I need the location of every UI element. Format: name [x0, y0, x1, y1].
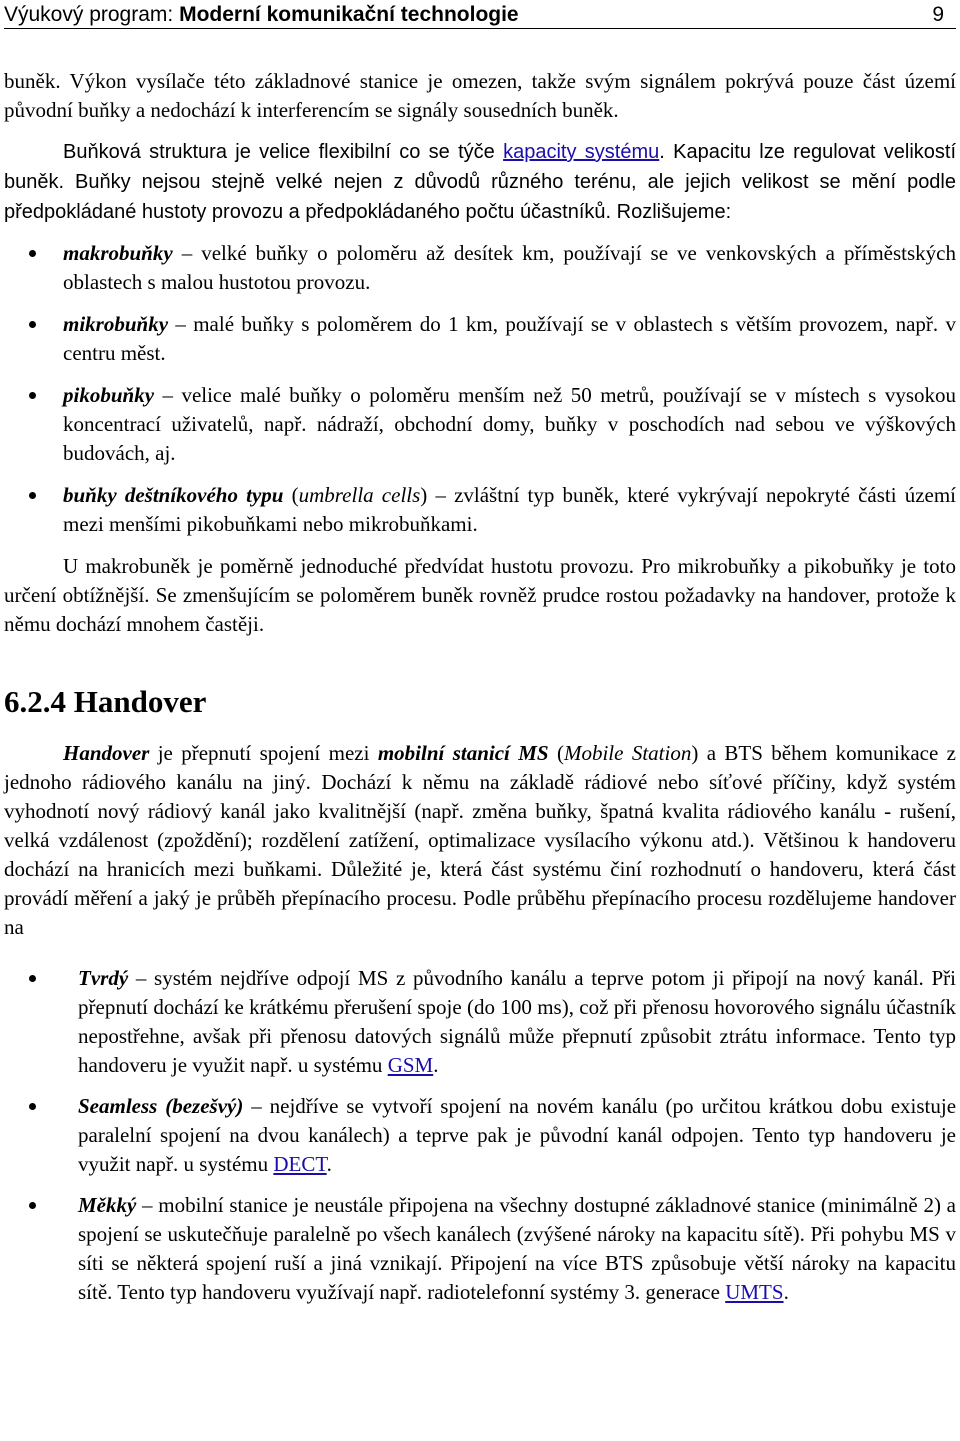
- list-item: makrobuňky – velké buňky o poloměru až desítek km, používají se ve venkovských a příměstských oblastech s malou hustotou provozu.: [4, 239, 956, 297]
- list-item: Tvrdý – systém nejdříve odpojí MS z původního kanálu a teprve potom ji připojí na nový kanál. Při přepnutí dochází ke krátkému přerušení spoje (do 100 ms), což při přenosu hovorového signálu účastník nepostřehne, avšak při přenosu datových signálů může přepnutí způsobit ztrátu informace. Tento typ handoveru je využit např. u systému GSM.: [4, 964, 956, 1080]
- summary-paragraph: U makrobuněk je poměrně jednoduché předvídat hustotu provozu. Pro mikrobuňky a pikobuňky je toto určení obtížnější. Se zmenšujícím se poloměrem buněk rovněž prudce rostou požadavky na handover, protože k němu dochází mnohem častěji.: [4, 554, 956, 636]
- list-item: pikobuňky – velice malé buňky o poloměru menším než 50 metrů, používají se v místech s vysokou koncentrací uživatelů, např. nádraží, obchodní domy, buňky v poschodích nad sebou ve výškových budovách, aj.: [4, 381, 956, 468]
- bullet-icon: [29, 1103, 36, 1110]
- list-item: Měkký – mobilní stanice je neustále připojena na všechny dostupné základnové stanice (minimálně 2) a spojení se uskutečňuje paralelně po všech kanálech (zvýšené nároky na kapacitu sítě). Při pohybu MS v síti se některá spojení ruší a jiná vznikají. Připojení na více BTS způsobuje větší nároky na kapacitu sítě. Tento typ handoveru využívají např. radiotelefonní systémy 3. generace UMTS.: [4, 1191, 956, 1307]
- umts-link[interactable]: UMTS: [725, 1280, 784, 1304]
- list-item: buňky deštníkového typu (umbrella cells) – zvláštní typ buněk, které vykrývají nepokryté části území mezi menšími pikobuňkami nebo mikrobuňkami.: [4, 481, 956, 539]
- bullet-icon: [29, 392, 36, 399]
- header-title: Výukový program: Moderní komunikační technologie: [4, 3, 519, 26]
- intro-paragraph: buněk. Výkon vysílače této základnové stanice je omezen, takže svým signálem pokrývá pouze část území původní buňky a nedochází k interferencím se signály sousedních buněk.: [4, 69, 956, 122]
- bullet-icon: [29, 1202, 36, 1209]
- list-item: mikrobuňky – malé buňky s poloměrem do 1 km, používají se v oblastech s větším provozem, např. v centru měst.: [4, 310, 956, 368]
- cell-types-list: [4, 239, 956, 539]
- bullet-icon: [29, 492, 36, 499]
- list-item: Seamless (bezešvý) – nejdříve se vytvoří spojení na novém kanálu (po určitou krátkou dobu existuje paralelní spojení na dvou kanálech) a teprve pak je původní kanál odpojen. Tento typ handoveru je využit např. u systému DECT.: [4, 1092, 956, 1179]
- running-header: [4, 0, 956, 29]
- page-number: 9: [932, 3, 944, 26]
- gsm-link[interactable]: GSM: [387, 1053, 434, 1077]
- handover-types-list: [4, 964, 956, 1307]
- section-heading: 6.2.4 Handover: [4, 684, 207, 719]
- dect-link[interactable]: DECT: [273, 1152, 327, 1176]
- handover-definition: Handover je přepnutí spojení mezi mobilní stanicí MS (Mobile Station) a BTS během komunikace z jednoho rádiového kanálu na jiný. Dochází k němu na základě rádiové nebo síťové příčiny, když systém vyhodnotí nový rádiový kanál jako kvalitnější (např. změna buňky, špatná kvalita rádiového kanálu - rušení, velká vzdálenost (zpoždění); rozdělení zatížení, optimalizace vysílacího výkonu atd.). Většinou k handoveru dochází na hranicích mezi buňkami. Důležité je, která část systému činí rozhodnutí o handoveru, která část provádí měření a jaký je průběh přepínacího procesu. Podle průběhu přepínacího procesu rozdělujeme handover na: [4, 741, 956, 939]
- bullet-icon: [29, 250, 36, 257]
- page-content: [4, 67, 956, 1307]
- bullet-icon: [29, 321, 36, 328]
- capacity-paragraph: Buňková struktura je velice flexibilní co se týče kapacity systému. Kapacitu lze regulovat velikostí buněk. Buňky nejsou stejně velké nejen z důvodů různého terénu, ale jejich velikost se mění podle předpokládané hustoty provozu a předpokládaného počtu účastníků. Rozlišujeme:: [4, 141, 957, 223]
- bullet-icon: [29, 975, 36, 982]
- kapacity-systemu-link[interactable]: kapacity systému: [503, 141, 660, 163]
